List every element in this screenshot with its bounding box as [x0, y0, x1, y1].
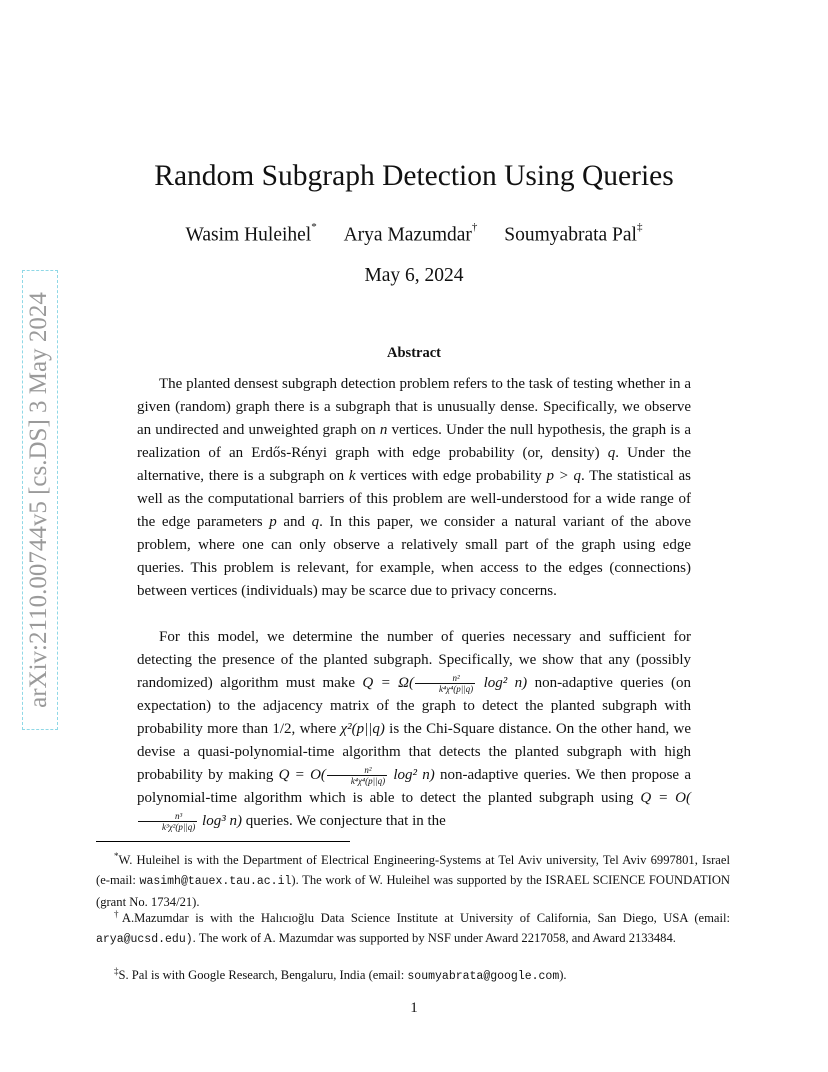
footnote-text: ).	[559, 968, 567, 983]
math-chi-square: χ²(p||q)	[340, 721, 385, 737]
paper-date: May 6, 2024	[364, 265, 464, 286]
paper-title: Random Subgraph Detection Using Queries	[154, 160, 674, 192]
math-var: p	[269, 514, 277, 530]
math-denominator: k⁴χ⁴(p||q)	[439, 684, 474, 695]
footnote-rule	[96, 841, 350, 842]
author-name: Arya Mazumdar	[343, 224, 472, 246]
math-numerator: n²	[415, 673, 475, 684]
footnote-text: A.Mazumdar is with the Halıcıoğlu Data Science Institute at University of California, San Diego, USA (email:	[121, 911, 730, 926]
math-var: n	[379, 422, 388, 438]
math-var: k	[348, 468, 356, 484]
footnote-mark: †	[114, 909, 122, 919]
math-numerator: n²	[327, 765, 387, 776]
email-address[interactable]: arya@ucsd.edu)	[96, 933, 193, 947]
text-run: non-adaptive queries (on expectation) to the adjacency matrix of the graph to detect the planted subgraph with probability more than 1/2, where	[137, 675, 691, 737]
author-1	[185, 221, 317, 247]
abstract-paragraph-1	[137, 373, 691, 603]
footnote-text: . The work of A. Mazumdar was supported by NSF under Award 2217058, and Award 2133484.	[192, 931, 676, 946]
text-run: vertices. Under the null hypothesis, the graph is a realization of an Erdős-Rényi graph with edge probability (or, density)	[137, 422, 691, 461]
text-run: is the Chi-Square distance. On the other hand, we devise a quasi-polynomial-time algorithm that detects the planted subgraph with high probability by making	[137, 721, 691, 783]
author-name: Wasim Huleihel	[185, 224, 312, 246]
text-run: . In this paper, we consider a natural variant of the above problem, where one can only observe a relatively small part of the graph using edge queries. This problem is relevant, for example, when access to the edges (connections) between vertices (individuals) may be scarce due to privacy concerns.	[137, 514, 691, 599]
page-number: 1	[410, 1000, 418, 1016]
footnote-3	[96, 961, 730, 987]
email-address[interactable]: wasimh@tauex.tau.ac.il	[139, 875, 292, 889]
math-lower-bound	[362, 673, 528, 695]
text-run: queries. We conjecture that in the	[241, 813, 446, 829]
author-mark: *	[311, 221, 317, 233]
math-tail: log³ n)	[198, 813, 242, 829]
footnote-text: W. Huleihel is with the Department of Electrical Engineering-Systems at Tel Aviv university, Tel Aviv 6997801, Israel (e-mail:	[96, 853, 730, 888]
arxiv-sidebar-stamp: arXiv:2110.00744v5 [cs.DS] 3 May 2024	[22, 270, 58, 730]
abstract-heading: Abstract	[387, 345, 441, 361]
math-lhs: Q = Ω(	[362, 675, 415, 691]
footnote-text: ). The work of W. Huleihel was supported by the ISRAEL SCIENCE FOUNDATION (grant No. 1734/21).	[96, 873, 731, 910]
footnote-mark: ‡	[114, 966, 119, 976]
author-list	[0, 221, 828, 247]
math-lhs: Q = O(	[640, 790, 691, 806]
email-address[interactable]: soumyabrata@google.com	[407, 970, 560, 984]
text-run: non-adaptive queries. We then propose a polynomial-time algorithm which is able to detect the planted subgraph using	[137, 767, 691, 806]
text-run: For this model, we determine the number of queries necessary and sufficient for detecting the presence of the planted subgraph. Specifically, we show that any (possibly randomized) algorithm must make	[137, 629, 691, 691]
math-expr: p > q	[546, 468, 581, 484]
text-run: and	[276, 514, 312, 530]
footnote-mark: *	[114, 851, 119, 861]
text-run: The planted densest subgraph detection problem refers to the task of testing whether in a given (random) graph there is a subgraph that is unusually dense. Specifically, we observe an undirected and unweighted graph on	[137, 376, 691, 438]
text-run: . Under the alternative, there is a subgraph on	[137, 445, 692, 484]
math-var: q	[311, 514, 320, 530]
math-var: q	[607, 445, 616, 461]
math-numerator: n³	[138, 811, 197, 822]
math-tail: log² n)	[388, 767, 435, 783]
math-lhs: Q = O(	[278, 767, 326, 783]
author-3	[504, 221, 643, 247]
footnote-2	[96, 904, 730, 950]
math-denominator: k⁴χ⁴(p||q)	[350, 776, 386, 787]
author-mark: ‡	[636, 221, 643, 233]
author-2	[343, 221, 478, 247]
text-run: . The statistical as well as the computational barriers of this problem are well-understood for a wide range of the edge parameters	[137, 468, 691, 530]
abstract-paragraph-2	[137, 626, 691, 833]
footnote-text: S. Pal is with Google Research, Bengaluru, India (email:	[118, 968, 408, 983]
math-denominator: k³χ²(p||q)	[162, 822, 196, 833]
math-fraction	[138, 811, 197, 832]
footnote-1	[96, 846, 730, 912]
author-name: Soumyabrata Pal	[504, 224, 637, 246]
text-run: vertices with edge probability	[355, 468, 547, 484]
math-fraction	[415, 673, 475, 694]
math-upper-bound	[278, 765, 435, 787]
math-fraction	[327, 765, 387, 786]
math-tail: log² n)	[476, 675, 528, 691]
author-mark: †	[471, 221, 478, 233]
